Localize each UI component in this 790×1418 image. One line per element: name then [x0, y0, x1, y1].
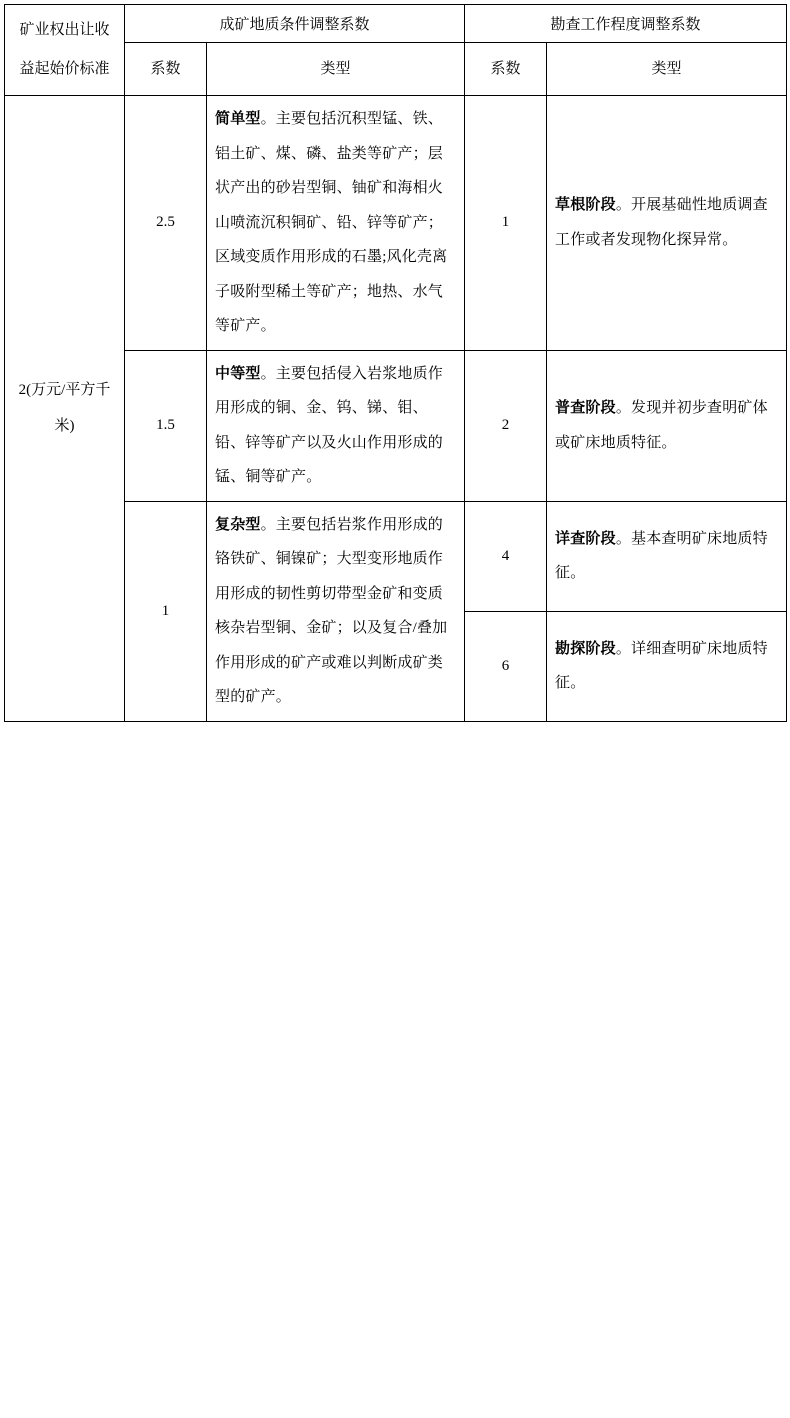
survey-type-title-general: 普查阶段 [555, 400, 616, 416]
survey-type-title-grassroots: 草根阶段 [555, 197, 616, 214]
survey-type-title-exploration: 勘探阶段 [555, 640, 616, 657]
cell-geology-type-simple [207, 96, 465, 351]
header-survey-coefficient: 勘查工作程度调整系数 [465, 5, 787, 43]
header-geology-coefficient: 成矿地质条件调整系数 [125, 5, 465, 43]
subheader-geology-coefficient: 系数 [125, 42, 207, 95]
geology-type-text-complex: 。主要包括岩浆作用形成的铬铁矿、铜镍矿；大型变形地质作用形成的韧性剪切带型金矿和变质核杂岩型铜、金矿；以及复合/叠加作用形成的矿产或难以判断成矿类型的矿产。 [215, 516, 448, 705]
subheader-survey-type: 类型 [547, 42, 787, 95]
cell-geology-coefficient-complex: 1 [125, 501, 207, 721]
subheader-survey-coefficient: 系数 [465, 42, 547, 95]
cell-geology-type-medium [207, 350, 465, 501]
survey-type-text-general: 。发现并初步查明矿体或矿床地质特征。 [555, 400, 768, 451]
geology-type-title-complex: 复杂型 [215, 516, 261, 533]
cell-geology-type-complex [207, 501, 465, 721]
survey-type-text-detailed: 。基本查明矿床地质特征。 [555, 530, 768, 581]
cell-geology-coefficient-simple: 2.5 [125, 96, 207, 351]
cell-survey-coefficient-exploration: 6 [465, 611, 547, 721]
geology-type-text-simple: 。主要包括沉积型锰、铁、铝土矿、煤、磷、盐类等矿产；层状产出的砂岩型铜、铀矿和海相火山喷流沉积铜矿、铅、锌等矿产；区域变质作用形成的石墨;风化壳离子吸附型稀土等矿产；地热、水气等矿产。 [215, 111, 448, 334]
mining-rights-coefficient-table [4, 4, 787, 722]
survey-type-title-detailed: 详查阶段 [555, 530, 616, 547]
geology-type-text-medium: 。主要包括侵入岩浆地质作用形成的铜、金、钨、锑、钼、铅、锌等矿产以及火山作用形成的锰、铜等矿产。 [215, 365, 444, 485]
survey-type-text-exploration: 。详细查明矿床地质特征。 [555, 640, 768, 691]
cell-survey-type-general [547, 350, 787, 501]
cell-base-price-value: 2(万元/平方千米) [5, 96, 125, 722]
survey-type-text-grassroots: 。开展基础性地质调查工作或者发现物化探异常。 [555, 197, 768, 248]
cell-geology-coefficient-medium: 1.5 [125, 350, 207, 501]
table-header-row [5, 5, 787, 43]
cell-survey-coefficient-detailed: 4 [465, 501, 547, 611]
geology-type-title-simple: 简单型 [215, 111, 261, 127]
cell-survey-coefficient-general: 2 [465, 350, 547, 501]
geology-type-title-medium: 中等型 [215, 365, 261, 382]
subheader-geology-type: 类型 [207, 42, 465, 95]
header-base-price-standard: 矿业权出让收益起始价标准 [5, 5, 125, 96]
table-row [5, 96, 787, 351]
cell-survey-type-exploration [547, 611, 787, 721]
cell-survey-coefficient-grassroots: 1 [465, 96, 547, 351]
cell-survey-type-grassroots [547, 96, 787, 351]
cell-survey-type-detailed [547, 501, 787, 611]
